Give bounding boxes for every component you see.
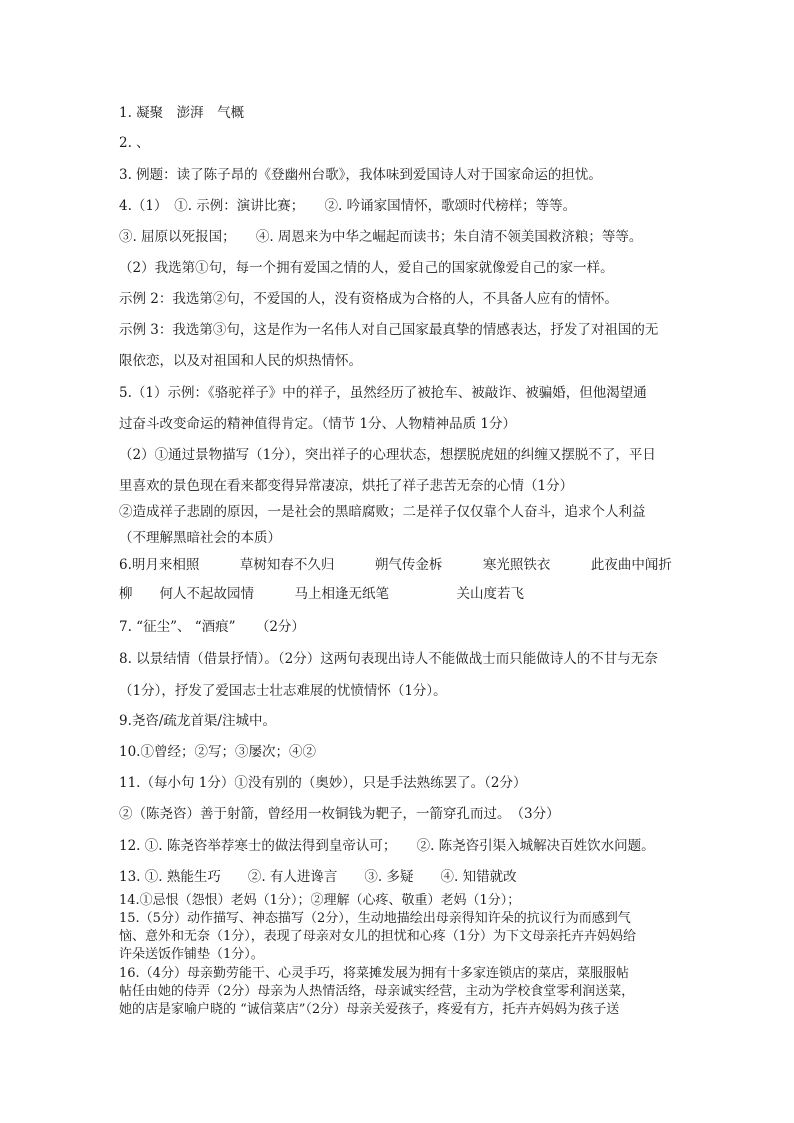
answer-line-13: 里喜欢的景色现在看来都变得异常凄凉，烘托了祥子悲苦无奈的心情（1分） bbox=[119, 478, 574, 494]
answer-line-24: ②（陈尧咨）善于射箭，曾经用一枚铜钱为靶子，一箭穿孔而过。 （3分） bbox=[119, 806, 560, 822]
answer-line-31: 16.（4分）母亲勤劳能干、心灵手巧，将菜摊发展为拥有十多家连锁店的菜店，菜服服帖 bbox=[119, 966, 629, 981]
answer-line-20: （1分），抒发了爱国志士壮志难展的忧愤情怀（1分）。 bbox=[119, 683, 447, 699]
answer-line-25: 12. ①. 陈尧咨举荐寒士的做法得到皇帝认可； ②. 陈尧咨引渠入城解决百姓饮水问题。 bbox=[119, 838, 655, 854]
answer-line-16: 6.明月来相照 草树知春不久归 朔气传金柝 寒光照铁衣 此夜曲中闻折 bbox=[119, 557, 672, 573]
answer-line-9: 限依恋，以及对祖国和人民的炽热情怀。 bbox=[119, 353, 362, 369]
answer-line-29: 恼、意外和无奈（1分），表现了母亲对女儿的担忧和心疼（1分）为下文母亲托卉卉妈妈给 bbox=[119, 929, 637, 944]
answer-line-12: （2）①通过景物描写（1分），突出祥子的心理状态，想摆脱虎妞的纠缠又摆脱不了，平日 bbox=[119, 447, 656, 463]
answer-line-26: 13. ①. 熟能生巧 ②. 有人进谗言 ③. 多疑 ④. 知错就改 bbox=[119, 869, 517, 885]
answer-line-18: 7. “征尘”、 “酒痕” （2分） bbox=[119, 619, 305, 635]
answer-line-5: ③. 屈原以死报国； ④. 周恩来为中华之崛起而读书；朱自清不领美国救济粮；等等。 bbox=[119, 229, 643, 245]
answer-line-11: 过奋斗改变命运的精神值得肯定。（情节 1分、人物精神品质 1分） bbox=[119, 416, 517, 432]
answer-line-17: 柳 何人不起故园情 马上相逢无纸笔 关山度若飞 bbox=[119, 586, 524, 602]
answer-line-2: 2. 、 bbox=[119, 135, 150, 151]
answer-line-1: 1. 凝聚 澎湃 气概 bbox=[119, 105, 245, 121]
answer-line-10: 5.（1）示例：《骆驼祥子》中的祥子，虽然经历了被抢车、被敲诈、被骗婚，但他渴望通 bbox=[119, 385, 647, 401]
answer-line-14: ②造成祥子悲剧的原因，一是社会的黑暗腐败；二是祥子仅仅靠个人奋斗，追求个人利益 bbox=[119, 504, 646, 520]
answer-line-28: 15.（5分）动作描写、神态描写（2分），生动地描绘出母亲得知许朵的抗议行为而感到气 bbox=[119, 911, 631, 926]
answer-line-21: 9.尧咨/疏龙首渠/注城中。 bbox=[119, 713, 276, 729]
answer-line-15: （不理解黑暗社会的本质） bbox=[119, 530, 281, 546]
answer-line-6: （2）我选第①句，每一个拥有爱国之情的人，爱自己的国家就像爱自己的家一样。 bbox=[119, 260, 614, 276]
answer-line-33: 她的店是家喻户晓的 “诚信菜店”（2分）母亲关爱孩子，疼爱有方，托卉卉妈妈为孩子送 bbox=[119, 1002, 620, 1017]
answer-line-27: 14.①忌恨（怨恨）老妈（1分）；②理解（心疼、敬重）老妈（1分）； bbox=[119, 893, 521, 908]
answer-line-30: 许朵送饭作铺垫（1分）。 bbox=[119, 947, 264, 962]
answer-line-32: 帖任由她的侍弄（2分）母亲为人热情活络，母亲诚实经营，主动为学校食堂零利润送菜， bbox=[119, 984, 635, 999]
answer-line-7: 示例 2：我选第②句，不爱国的人，没有资格成为合格的人，不具备人应有的情怀。 bbox=[119, 291, 618, 307]
answer-line-19: 8. 以景结情（借景抒情）。（2分）这两句表现出诗人不能做战士而只能做诗人的不甘与无奈 bbox=[119, 651, 658, 667]
answer-line-8: 示例 3：我选第③句，这是作为一名伟人对自己国家最真挚的情感表达，抒发了对祖国的无 bbox=[119, 322, 659, 338]
answer-line-22: 10.①曾经；②写；③屡次；④② bbox=[119, 744, 316, 760]
answer-line-3: 3. 例题：读了陈子昂的《登幽州台歌》，我体味到爱国诗人对于国家命运的担忧。 bbox=[119, 167, 602, 183]
answer-line-23: 11.（每小句 1分）①没有别的（奥妙），只是手法熟练罢了。（2分） bbox=[119, 775, 527, 791]
answer-line-4: 4.（1） ①. 示例：演讲比赛； ②. 吟诵家国情怀，歌颂时代榜样；等等。 bbox=[119, 198, 577, 214]
